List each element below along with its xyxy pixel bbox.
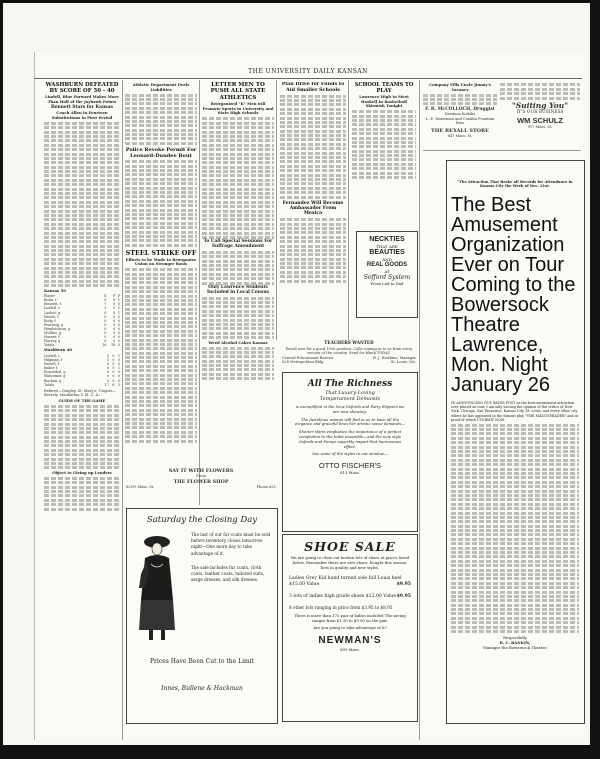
rexall-ad xyxy=(423,82,497,144)
boxscore-bottom: GUIDE OF THE GAME xyxy=(58,397,106,403)
boxscore-cell: 16 xyxy=(102,343,107,348)
boxscore-kansas xyxy=(44,294,120,347)
shoe-sale-addr: 805 Mass. xyxy=(340,646,360,652)
suffrage-headline: To Call Special Sessions For Suffrage Amendment xyxy=(203,239,273,249)
rexall-head: Company Fills Uncle Jimmy's Vacancy xyxy=(429,82,491,92)
shoe-item-1-desc: Ladies Grey Kid hand turned sole full Louis heel $15.00 Value xyxy=(289,576,402,587)
shoe-sale-intro: We are going to close out broken lots of shoes at prices listed below. Remember these are new shoes, bought this season, best in quality and new styles. xyxy=(290,555,410,570)
boxscore-cell: Farrell, f xyxy=(44,362,59,367)
boxscore-cell: 0 xyxy=(112,370,115,375)
boxscore-cell: Totals xyxy=(44,343,55,348)
teachers-agency-addr: 824 Metropolitan Bldg. xyxy=(282,360,325,365)
boxscore-cell: 0 xyxy=(117,326,120,331)
boxscore-cell: 3 xyxy=(117,343,120,348)
richness-ad xyxy=(282,372,418,532)
census-headline: Only Lawrence Students Included in Local Census xyxy=(207,285,269,295)
bowersock-body: IN ANNOUNCING GUY BATES POST as the best amusement attraction ever placed on tour, I am only voicing the opinion of the critics of New York, Chicago, San Francisco, Kansas City, St. Louis, and every other city where he has appeared in the famous play "THE MASQUERADER" and in proof of which I SUBMIT NOW. xyxy=(451,400,578,422)
boxscore-cell: Woods, f xyxy=(44,314,59,319)
boxscore-cell: 0 xyxy=(106,362,110,367)
fernandez-headline: Fernandez Will Become Ambassador From Mexico xyxy=(282,200,344,217)
rexall-line1: Eastman Kodaks xyxy=(444,112,476,117)
boxscore-cell: 3 xyxy=(106,354,110,359)
boxscore-cell: 0 xyxy=(104,310,107,315)
boxscore-cell: 0 xyxy=(112,354,115,359)
boxscore-cell: 0 xyxy=(106,378,110,383)
boxscore-cell: 0 xyxy=(117,302,120,307)
shoe-sale-store: NEWMAN'S xyxy=(318,634,382,646)
column-rule xyxy=(199,80,200,505)
closing-day-ad xyxy=(126,508,278,724)
letter-men-deck: Reorganized "K" Men will Promote Sports in University and State High Schools xyxy=(202,101,274,116)
boxscore-cell: 0 xyxy=(113,310,116,315)
richness-body3: Shorter skirts emphasize the importance of a perfect completion to the toilet ensemble—and the new style Oxfords and Pumps superbly impart that harmonious effect. xyxy=(298,429,402,449)
boxscore-cell: 1 xyxy=(117,366,120,371)
neckties-l6: AT xyxy=(384,269,390,274)
boxscore-cell: 0 xyxy=(117,370,120,375)
athletic-column xyxy=(125,82,197,502)
funds-column xyxy=(280,82,346,337)
boxscore-cell: 0 xyxy=(117,362,120,367)
boxscore-cell: 1 xyxy=(117,310,120,315)
scan-edge-bottom xyxy=(0,745,600,759)
boxscore-cell: 0 xyxy=(117,314,120,319)
boxscore-cell: 6 xyxy=(112,382,115,387)
richness-note: See some of the styles in our window— xyxy=(312,451,388,457)
boxscore-cell: Elsheimer, g xyxy=(44,374,66,379)
column-rule xyxy=(348,80,349,340)
boxscore-cell: 0 xyxy=(113,306,116,311)
washburn-sub: Bennett Stars for Kansas xyxy=(51,104,113,110)
neckties-l2: THAT ARE xyxy=(376,244,398,249)
column-rule xyxy=(419,80,420,740)
richness-line1: That Luxury-Loving xyxy=(325,390,375,396)
boxscore-cell: Baker, f xyxy=(44,366,58,371)
richness-body: is exemplified in the New Oxfords and Party Slippers we are now showing. xyxy=(295,404,405,414)
scan-edge-left xyxy=(0,0,3,759)
teachers-ad xyxy=(282,340,416,370)
boxscore-cell: F xyxy=(112,294,116,299)
teachers-city: St. Louis, Mo. xyxy=(390,360,416,365)
boxscore-cell: 0 xyxy=(104,314,107,319)
boxscore-cell: Harvey, g xyxy=(44,339,61,344)
bowersock-signed: Respectfully xyxy=(503,635,527,641)
boxscore-cell: 17 xyxy=(104,382,110,387)
boxscore-cell: 0 xyxy=(106,370,110,375)
boxscore-cell: 0 xyxy=(104,322,107,327)
suiting-line: IT'S OUR BUSINESS xyxy=(516,109,564,115)
bowersock-manager: R. C. RANKIN, xyxy=(499,639,531,645)
boxscore-cell: 0 xyxy=(112,358,115,363)
boxscore-cell: 0 xyxy=(113,335,116,340)
neckties-store: Sofford System xyxy=(363,274,411,281)
teachers-line: Enroll now for a good 1920 position. Calls coming in to us from every section of the country. Send for blank TODAY. xyxy=(285,346,413,356)
letter-men-column xyxy=(202,82,274,467)
richness-title: All The Richness xyxy=(307,379,393,389)
suiting-addr: 917 Mass. St. xyxy=(527,124,553,129)
boxscore-cell: 0 xyxy=(106,366,110,371)
boxscore-cell: 0 xyxy=(106,374,110,379)
boxscore-bottom2: Object to Giving up Lenders xyxy=(52,469,112,475)
rexall-addr: 847 Mass. St. xyxy=(447,133,473,138)
boxscore-cell: Lindell, c xyxy=(44,354,60,359)
shoe-item-2 xyxy=(283,588,417,600)
flowers-shop: THE FLOWER SHOP xyxy=(173,478,229,485)
shoe-item-1 xyxy=(283,572,417,587)
boxscore-cell: 0 xyxy=(112,374,115,379)
boxscore-cell: G xyxy=(103,294,107,299)
shoe-sale-title: SHOE SALE xyxy=(304,539,396,554)
boxscore-cell: 0 xyxy=(104,298,107,303)
boxscore-cell: 1 xyxy=(117,298,120,303)
richness-store: OTTO FISCHER'S xyxy=(318,461,382,471)
boxscore-washburn xyxy=(44,354,120,387)
police-headline: Police Revoke Permit For Leonard-Dundee Bout xyxy=(125,146,197,159)
boxscore-cell: Bennett, f xyxy=(44,302,62,307)
boxscore-cell: 18 xyxy=(110,343,116,348)
rexall-line2: L. E. Waterman and Conklin Fountain Pens xyxy=(425,116,495,126)
boxscore-cell: Hendrickson, g xyxy=(44,326,71,331)
flowers-phone: Phone 621 xyxy=(256,484,276,489)
shoe-item-2-price: $9.95 xyxy=(396,593,411,599)
shoe-sale-note: There is more than 175 pair of ladies included The saving ranges from $1.30 to $5.00 on the pair. xyxy=(294,613,406,624)
teachers-head: TEACHERS WANTED xyxy=(324,340,374,345)
boxscore-cell: 1 xyxy=(106,358,110,363)
column-rule xyxy=(122,80,123,740)
neckties-tag: From Lad to Dad xyxy=(370,281,404,286)
boxscore-cell: 0 xyxy=(113,331,116,336)
boxscore-cell: Mullins, g xyxy=(44,331,62,336)
suiting-ad xyxy=(500,82,580,144)
neckties-l5: REAL GOODS xyxy=(366,262,408,268)
shoe-item-1-price: $9.95 xyxy=(396,581,411,587)
boxscore-cell: 0 xyxy=(113,326,116,331)
boxscore-cell: 0 xyxy=(113,322,116,327)
boxscore-cell: 0 xyxy=(104,326,107,331)
boxscore-cell: 0 xyxy=(113,339,116,344)
masthead-rule xyxy=(34,78,582,79)
neckties-l3: BEAUTIES xyxy=(369,249,405,256)
washburn-column xyxy=(44,82,120,737)
closing-day-body1: The last of our fur coats must be sold before inventory closes tomorrow night—One more day to take advantage of it. xyxy=(191,532,271,556)
boxscore-cell: 0 xyxy=(117,339,120,344)
shoe-item-3: 8 other lots ranging in price from $3.95 to $8.95 xyxy=(289,605,393,611)
boxscore-cell: 0 xyxy=(117,318,120,323)
boxscore-cell: 0 xyxy=(113,318,116,323)
bowersock-ad-border xyxy=(446,160,585,724)
boxscore-cell: 0 xyxy=(113,314,116,319)
closing-day-title: Saturday the Closing Day xyxy=(146,515,258,525)
neckties-ad xyxy=(356,231,418,318)
shoe-sale-ad xyxy=(282,534,418,722)
scan-edge-right xyxy=(590,0,600,759)
school-teams-column xyxy=(352,82,416,182)
closing-day-body2: The sale includes fur coats, cloth coats, leather coats, tailored suits, serge dresses, and silk dresses. xyxy=(191,564,265,583)
boxscore-cell: 0 xyxy=(104,318,107,323)
boxscore-cell: Buchan, g xyxy=(44,378,62,383)
school-teams-sub: Lawrence High to Meet Haskell In Basketball Skirmish Tonight xyxy=(359,94,409,109)
masthead: THE UNIVERSITY DAILY KANSAN xyxy=(248,68,368,75)
flowers-addr: 825½ Mass. St. xyxy=(126,484,155,489)
bowersock-manager2: Manager the Bowersock Theater. xyxy=(482,644,548,650)
boxscore-row xyxy=(44,383,120,387)
boxscore-cell: 0 xyxy=(117,335,120,340)
boxscore-cell: 0 xyxy=(112,378,115,383)
column-rule xyxy=(276,80,277,340)
boxscore-cell: Horner, f xyxy=(44,335,60,340)
washburn-headline: WASHBURN DEFEATED BY SCORE OF 50 - 40 xyxy=(45,82,119,95)
boxscore-cell: Lindell, c xyxy=(44,306,60,311)
boxscore-cell: 0 xyxy=(104,335,107,340)
closing-day-footer: Prices Have Been Cut to the Limit xyxy=(149,658,255,665)
rexall-store: F. B. McCOLLOCH, Druggist xyxy=(425,106,495,112)
boxscore-cell: Pearring, g xyxy=(44,322,64,327)
boxscore-cell: 0 xyxy=(117,358,120,363)
steel-headline: STEEL STRIKE OFF xyxy=(125,248,197,257)
boxscore-referee: Referee—Quigley, St. Mary's; Umpire—Beverly, Manhattan Y. M. C. A. xyxy=(44,388,116,398)
neckties-l4: AND xyxy=(382,257,392,262)
boxscore-cell: 0 xyxy=(117,374,120,379)
bowersock-lead: "The Attraction That Broke all Records for Attendance in Kansas City the Week of Dec. 21st. xyxy=(457,180,573,189)
boxscore-cell: 0 xyxy=(117,331,120,336)
teachers-manager: W. J. Hawkins, Manager xyxy=(372,355,416,360)
boxscore-cell: 0 xyxy=(112,366,115,371)
boxscore-cell: 0 xyxy=(113,302,116,307)
boxscore-cell: Laslett, g xyxy=(44,310,61,315)
boxscore-cell: 0 xyxy=(117,378,120,383)
boxscore-cell: 0 xyxy=(113,298,116,303)
boxscore-cell: Rosenthal, g xyxy=(44,370,66,375)
bowersock-title: The Best Amusement Organization Ever on Tour Coming to the Bowersock Theatre Lawrence, Mon. Night January 26 xyxy=(451,193,576,396)
scan-edge-top xyxy=(0,0,600,3)
washburn-deck: Lindell, Blue Forward Makes More Than Half of the Jayhawk Points xyxy=(45,94,119,104)
athletic-headline: Athletic Department Deals Liabilities xyxy=(132,82,190,92)
boxscore-title2: Washburn 40 xyxy=(44,347,73,353)
boxscore-cell: 3 xyxy=(117,382,120,387)
steel-sub: Efforts to be Made to Reorganize Union on Stronger Basis xyxy=(125,256,197,267)
boxscore-cell: 3 xyxy=(104,306,107,311)
teachers-agency: Central Educational Bureau xyxy=(282,355,333,360)
alcohol-headline: Weed Alcohol Cakes Kansas xyxy=(208,339,268,345)
section-rule xyxy=(423,150,581,151)
boxscore-cell: Player xyxy=(44,294,55,299)
boxscore-cell: 0 xyxy=(112,362,115,367)
neckties-l1: NECKTIES xyxy=(369,236,405,243)
washburn-sub2: Coach Allen in Fourteen Substitutions in First Period xyxy=(51,110,113,120)
flowers-ad xyxy=(126,468,276,502)
boxscore-cell: Rody, f xyxy=(44,318,56,323)
boxscore-cell: Hilgman, f xyxy=(44,358,63,363)
school-teams-headline: SCHOOL TEAMS TO PLAY xyxy=(354,82,414,94)
boxscore-cell: 1 xyxy=(117,306,120,311)
letter-men-headline: LETTER MEN TO PUSH ALL STATE ATHLETICS xyxy=(210,82,266,101)
fashion-illustration-woman xyxy=(127,530,187,648)
funds-headline: Plan Drive for Funds to Aid Smaller Schools xyxy=(281,82,345,93)
boxscore-cell: 7 xyxy=(104,302,107,307)
boxscore-cell: 0 xyxy=(104,331,107,336)
rexall-name: THE REXALL STORE xyxy=(431,127,489,134)
boxscore-cell: 0 xyxy=(117,322,120,327)
boxscore-cell: P xyxy=(117,294,120,299)
boxscore-cell: Bunn, f xyxy=(44,298,57,303)
shoe-item-2-desc: 3 lots of ladies high grade shoes $12.00 Value xyxy=(289,593,397,599)
suiting-title: "Suiting You" xyxy=(511,100,569,110)
richness-line2: Temperament Demands xyxy=(319,396,381,402)
suiting-store: WM SCHULZ xyxy=(517,115,563,125)
boxscore-title: Kansas 50 xyxy=(44,287,66,293)
richness-addr: 813 Mass. xyxy=(340,470,360,476)
closing-day-signature: Innes, Bullene & Hackman xyxy=(161,685,243,692)
boxscore-cell: Totals xyxy=(44,382,55,387)
flowers-head: SAY IT WITH FLOWERS xyxy=(168,468,234,474)
boxscore-cell: 1 xyxy=(117,354,120,359)
richness-body2: The fastidious woman will find in us to have all the elegance and graceful lines her artistic sense demands— xyxy=(295,416,405,427)
boxscore-cell: 0 xyxy=(104,339,107,344)
flowers-from: From xyxy=(196,474,206,478)
shoe-sale-close: Are you going to take advantage of it? xyxy=(313,624,387,630)
